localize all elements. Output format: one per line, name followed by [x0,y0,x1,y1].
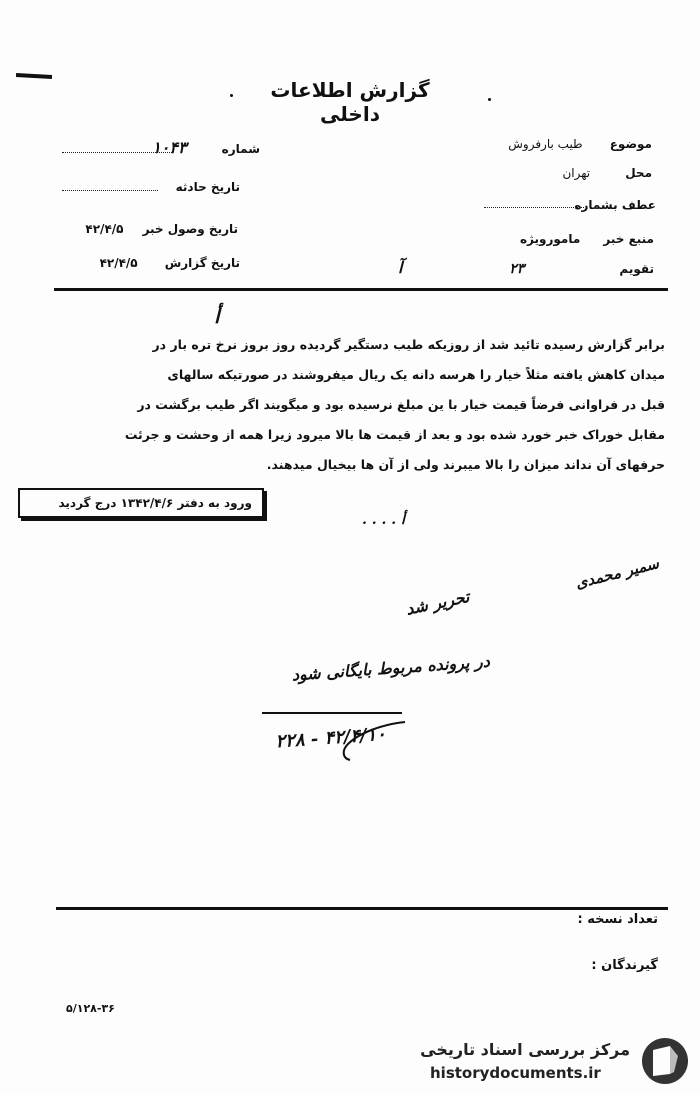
stamp-side-mark: أ . . . . [362,512,405,528]
document-archive-icon [640,1036,690,1086]
watermark-url: historydocuments.ir [430,1064,601,1082]
incident-date-field [60,176,240,195]
subject-field [472,133,652,152]
reference-dots [484,206,584,208]
body-line: میدان کاهش یافته مثلاً خیار را هرسه دانه یک ریال میفروشند در صورتیکه سالهای [167,367,665,382]
location-label: محل [625,166,652,180]
report-date-value: ۴۲/۴/۵ [99,256,138,270]
subject-label: موضوع [609,137,652,151]
handwritten-note-name: سمیر محمدی [573,554,661,593]
document-title: گزارش اطلاعات داخلی [270,78,430,126]
number-dots [62,151,172,153]
title-dot [488,98,491,101]
subject-value: طیب بارفروش [508,137,583,151]
handwritten-note-archive: در پرونده مربوط بایگانی شود [291,651,491,685]
body-line: مقابل خوراک خبر خورد شده بود و بعد از قیمت ها بالا میرود زیرا همه از وحشت و جرئت [124,427,665,442]
body-line: برابر گزارش رسیده تائید شد از روزیکه طیب دستگیر گردیده روز بروز نرخ تره بار در [152,337,665,352]
receipt-date-value: ۴۲/۴/۵ [85,222,124,236]
evaluation-value: ۲۳ [509,261,525,277]
location-field [480,162,652,181]
copies-label: تعداد نسخه : [577,912,658,927]
margin-mark [16,73,52,79]
evaluation-field [480,258,654,277]
receipt-date-label: تاریخ وصول خبر [142,222,238,236]
number-value: ۱۰۴۳ [152,138,187,157]
report-body [60,330,665,480]
report-date-label: تاریخ گزارش [164,256,240,270]
number-field [60,138,260,156]
body-line: قبل در فراوانی فرضاً قیمت خیار با ین مبلغ نرسیده بود و میگویند اگر طیب برگشت در [137,397,665,412]
source-label: منبع خبر [603,232,654,246]
title-dot [230,94,233,97]
source-field [484,228,654,247]
incident-date-label: تاریخ حادثه [175,180,240,194]
incident-date-dots [62,189,158,191]
header-divider [54,288,668,291]
location-value: تهران [562,166,591,180]
reference-label: عطف بشماره [574,198,656,212]
handwritten-note-filed: تحریر شد [404,586,471,619]
reference-field [560,194,656,213]
number-label: شماره [221,142,260,156]
report-date-field [44,252,240,271]
signature-stroke [330,714,410,764]
footer-divider [56,907,668,910]
evaluation-mark: آ [398,258,403,277]
evaluation-label: تقویم [619,262,654,276]
recipients-label: گیرندگان : [591,958,658,973]
source-value: مامورویژه [519,232,581,246]
watermark-title: مرکز بررسی اسناد تاریخی [420,1040,630,1059]
form-code: ۵/۱۲۸-۳۶ [66,1002,115,1015]
registration-stamp: ورود به دفتر ۱۳۴۲/۴/۶ درج گردید [18,488,264,518]
body-mark: أ [214,304,220,328]
body-line: حرفهای آن نداند میزان را بالا میبرند ولی از آن ها بیخیال میدهند. [266,457,665,472]
receipt-date-field [50,218,238,237]
handwritten-note-date: ۴۲/۴/۱۰ - ۲۲۸ [274,723,387,753]
